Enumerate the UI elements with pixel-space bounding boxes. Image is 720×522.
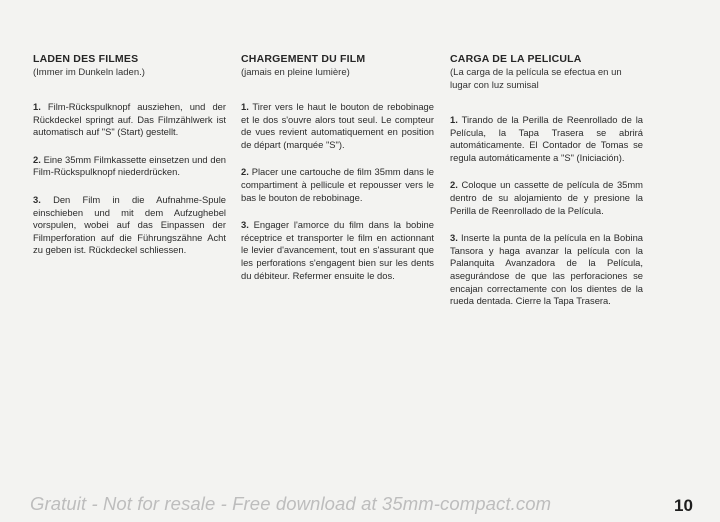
section-heading: CARGA DE LA PELICULA — [450, 53, 582, 65]
step-number: 2. — [241, 166, 249, 178]
watermark-text: Gratuit - Not for resale - Free download at 35mm-compact.com — [30, 493, 552, 514]
step-paragraph — [241, 219, 434, 282]
step-number: 1. — [33, 101, 41, 112]
column-german — [33, 53, 226, 272]
step-number: 3. — [241, 219, 249, 231]
column-spanish — [450, 53, 643, 323]
step-text: Inserte la punta de la película en la Bobina Tansora y haga avanzar la película con la Palanquita Avanzadora de la Película, asegurándose de que las perforaciones se encajan correctamente con los dientes de la rueda dentada. Cierre la Tapa Trasera. — [450, 232, 643, 307]
step-paragraph — [241, 166, 434, 204]
section-heading: CHARGEMENT DU FILM — [241, 53, 366, 65]
section-subheading: (Immer im Dunkeln laden.) — [33, 67, 145, 78]
step-text: Den Film in die Aufnahme-Spule einschieben und mit dem Aufzughebel vorspulen, wobei auf das Einpassen der Filmperforation auf die Führungszähne Acht zu geben ist. Rückdeckel schliessen. — [33, 193, 226, 256]
step-text: Coloque un cassette de película de 35mm dentro de su alojamiento de y presione la Perilla de Reenrollado de la Película. — [450, 179, 643, 216]
step-paragraph — [33, 194, 226, 257]
column-french — [241, 53, 434, 297]
step-number: 3. — [33, 193, 41, 205]
step-text: Tirando de la Perilla de Reenrollado de la Película, la Tapa Trasera se abrirá automáticamente. El Contador de Tomas se regula automáticamente a "S" (Iniciación). — [450, 114, 644, 163]
step-paragraph — [450, 232, 643, 308]
step-number: 1. — [241, 101, 249, 112]
step-text: Eine 35mm Filmkassette einsetzen und den Film-Rückspulknopf niederdrücken. — [33, 153, 227, 178]
step-text: Film-Rückspulknopf ausziehen, und der Rückdeckel springt auf. Das Filmzählwerk ist automatisch auf "S" (Start) gestellt. — [33, 101, 226, 138]
step-text: Engager l'amorce du film dans la bobine réceptrice et transporter le film en actionnant le levier d'avancement, tout en s'assurant que les perforations s'engagent bien sur les dents du débiteur. Refermer ensuite le dos. — [241, 219, 434, 281]
section-heading: LADEN DES FILMES — [33, 53, 139, 65]
step-paragraph — [241, 101, 434, 151]
step-number: 3. — [450, 232, 458, 244]
page-number: 10 — [674, 496, 693, 515]
step-paragraph — [33, 101, 226, 139]
step-number: 2. — [33, 153, 41, 165]
step-paragraph — [450, 114, 643, 164]
step-text: Placer une cartouche de film 35mm dans le compartiment à pellicule et repousser vers le bas le bouton de rebobinage. — [241, 166, 434, 203]
section-subheading: (La carga de la película se efectua en un lugar con luz sumisal — [450, 67, 622, 91]
section-subheading: (jamais en pleine lumière) — [241, 67, 350, 78]
step-text: Tirer vers le haut le bouton de rebobinage et le dos s'ouvre alors tout seul. Le compteur de vues revient automatiquement en position de départ (marquée "S"). — [241, 101, 434, 150]
step-number: 2. — [450, 179, 458, 191]
step-number: 1. — [450, 114, 458, 125]
step-paragraph — [450, 179, 643, 217]
step-paragraph — [33, 154, 226, 179]
